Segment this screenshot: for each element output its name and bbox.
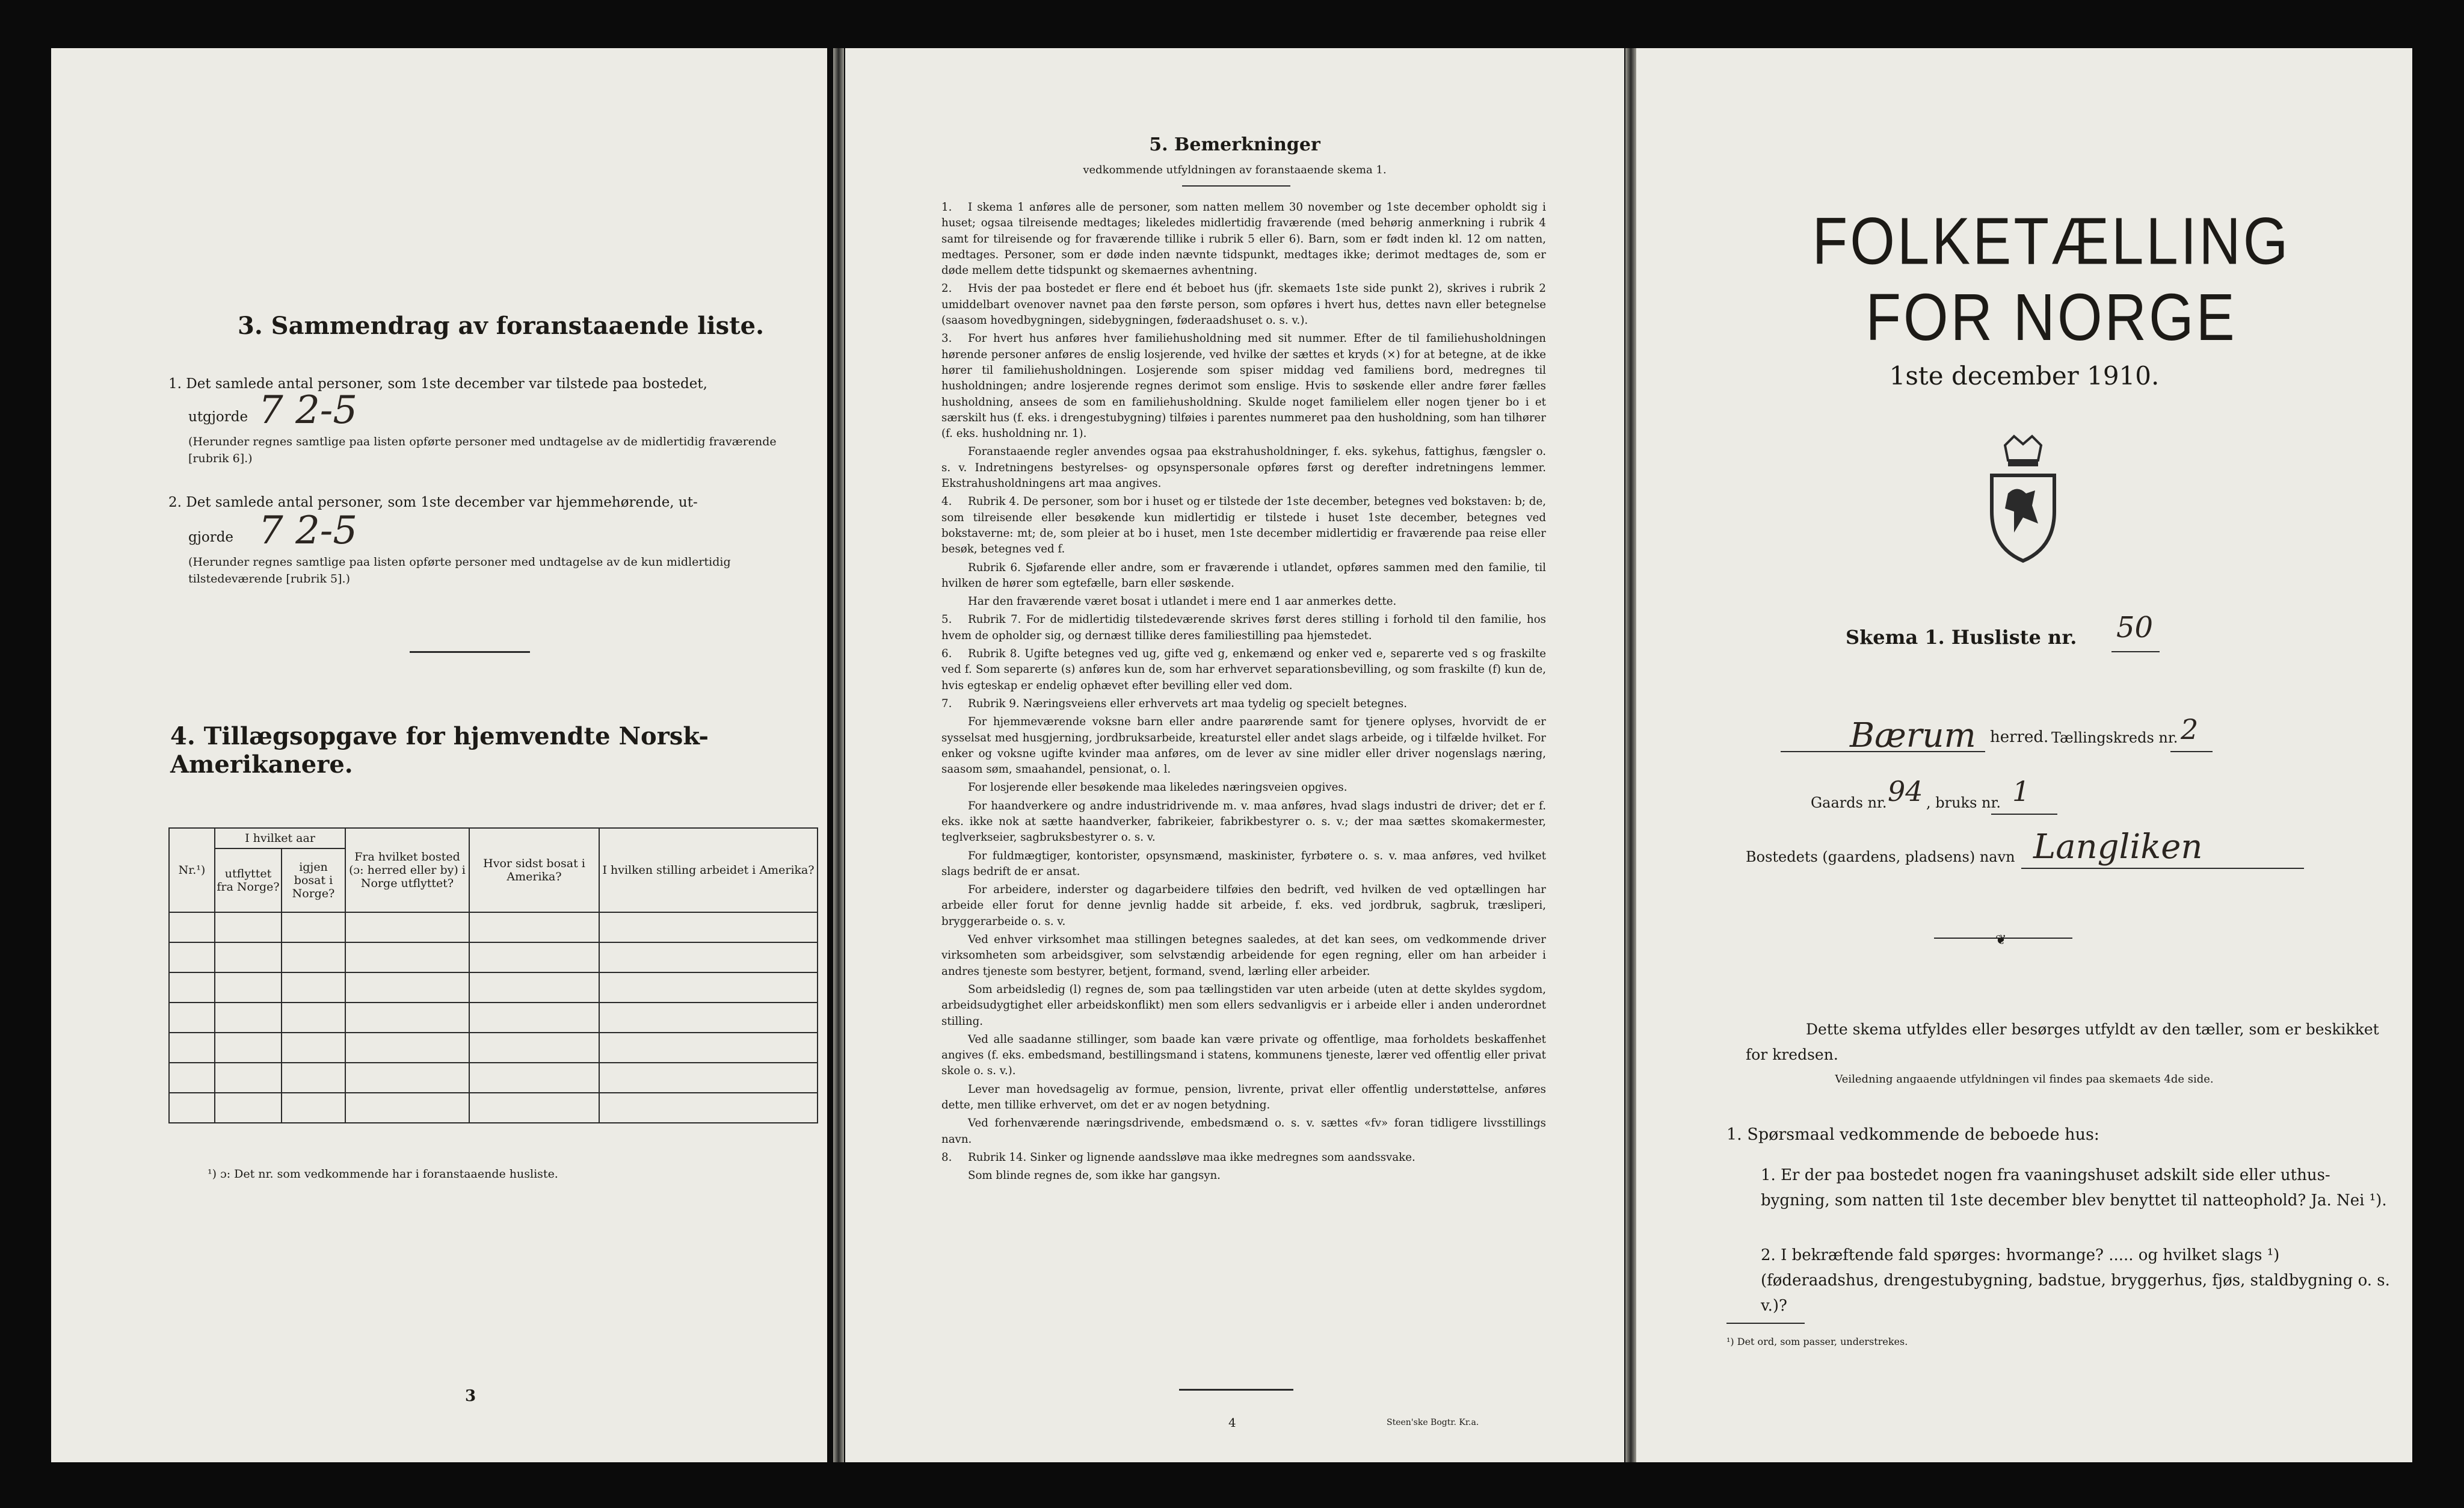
item1-value: 7 2-5 (259, 388, 358, 433)
item1-prefix: utgjorde (188, 409, 248, 425)
table-cell (282, 912, 345, 942)
table-cell (469, 912, 599, 942)
col-sidst: Hvor sidst bosat i Amerika? (469, 828, 599, 912)
table-cell (345, 1063, 469, 1093)
remark-paragraph (941, 612, 1546, 644)
page-3 (51, 48, 827, 1462)
remark-text: Rubrik 4. De personer, som bor i huset og er tilstede der 1ste december, betegnes ved bokstaven: b; de, som tilreisende eller besøkende kun midlertidig er tilstede i huset 1ste december, betegnes ved bokstaverne: mt; de, som pleier at bo i huset, men 1ste december midlertidig er fraværende paa reise eller besøk, betegnes ved f. (941, 495, 1546, 556)
table-row (169, 1093, 818, 1123)
remark-paragraph (941, 281, 1546, 329)
remark-number: 8. (941, 1151, 952, 1164)
printer-mark: Steen'ske Bogtr. Kr.a. (1387, 1418, 1479, 1427)
remark-text: For arbeidere, inderster og dagarbeidere tilføies den bedrift, ved hvilken de ved optællingen har arbeide eller forut for denne jevnlig hadde sit arbeide, f. eks. ved jordbruk, sagbruk, træsliperi, bryggerarbeide o. s. v. (941, 883, 1546, 928)
remarks-title: 5. Bemerkninger (1149, 134, 1320, 155)
table-cell (169, 942, 215, 972)
table-cell (469, 1093, 599, 1123)
section3-title: 3. Sammendrag av foranstaaende liste. (238, 312, 765, 340)
remark-text: For hvert hus anføres hver familiehusholdning med sit nummer. Efter de til familiehusholdningen hørende personer anføres de enslig losjerende, ved hvilke der sættes et kryds (×) for at betegne, at de ikke hører til familiehusholdningen. Losjerende som spiser middag ved familiens bord, medregnes til husholdningen; andre losjerende regnes derimot som enslige. Hvis to søskende eller andre fører fælles husholdning, ansees de som en familiehusholdning. Skulde noget familielem eller nogen tjener bo i et særskilt hus (f. eks. i drengestubygning) tilføies i parentes nummeret paa den husholdning, som han tilhører (f. eks. husholdning nr. 1). (941, 332, 1546, 440)
herred-label: herred. (1990, 728, 2049, 746)
table-cell (345, 912, 469, 942)
remark-paragraph (941, 594, 1546, 610)
item2-text: 2. Det samlede antal personer, som 1ste december var hjemmehørende, ut- (168, 495, 698, 510)
remarks-list (941, 200, 1546, 1187)
remark-paragraph (941, 1150, 1546, 1166)
col-igjen: igjen bosat i Norge? (282, 848, 345, 912)
item1-note: (Herunder regnes samtlige paa listen opførte personer med undtagelse av de midlertidig fraværende [rubrik 6].) (188, 435, 777, 465)
remark-text: For fuldmægtiger, kontorister, opsynsmænd, maskinister, fyrbøtere o. s. v. maa anføres, ved hvilket slags bedrift de er ansat. (941, 849, 1546, 878)
col-bosted: Fra hvilket bosted (ɔ: herred eller by) i Norge utflyttet? (345, 828, 469, 912)
remark-paragraph (941, 200, 1546, 279)
remark-paragraph (941, 1082, 1546, 1114)
remark-paragraph (941, 848, 1546, 880)
remark-paragraph (941, 1116, 1546, 1148)
fill-line (2021, 868, 2304, 869)
table-row (169, 1033, 818, 1063)
remark-paragraph (941, 714, 1546, 777)
remark-paragraph (941, 494, 1546, 557)
remark-paragraph (941, 882, 1546, 930)
remark-text: Ved enhver virksomhet maa stillingen betegnes saaledes, at det kan sees, om vedkommende driver virksomheten som arbeidsgiver, som selvstændig arbeidende for egen regning, eller om han arbeider i andres tjeneste som bestyrer, betjent, formand, svend, lærling eller arbeider. (941, 933, 1546, 978)
table-cell (169, 1033, 215, 1063)
table-cell (282, 1003, 345, 1033)
table-cell (282, 1063, 345, 1093)
table-cell (169, 1093, 215, 1123)
page-fold (1625, 48, 1636, 1462)
remark-paragraph (941, 646, 1546, 694)
remark-text: Som blinde regnes de, som ikke har gangsyn. (968, 1169, 1221, 1182)
section4-title: 4. Tillægsopgave for hjemvendte Norsk-Amerikanere. (170, 722, 709, 779)
census-date: 1ste december 1910. (1889, 361, 2160, 391)
page-fold (833, 48, 844, 1462)
table-cell (169, 1003, 215, 1033)
remark-text: Rubrik 14. Sinker og lignende aandssløve maa ikke medregnes som aandssvake. (968, 1151, 1415, 1164)
table-cell (345, 1003, 469, 1033)
guidance: Veiledning angaaende utfyldningen vil findes paa skemaets 4de side. (1835, 1073, 2214, 1086)
census-title: FOLKETÆLLING FOR NORGE (1812, 204, 2291, 355)
remark-paragraph (941, 982, 1546, 1030)
table-cell (469, 1063, 599, 1093)
remark-paragraph (941, 932, 1546, 980)
table-cell (215, 1093, 282, 1123)
page-1 (1636, 48, 2412, 1462)
fill-line (1991, 814, 2057, 815)
bosted-value: Langliken (2033, 827, 2203, 867)
bruks-label: , bruks nr. (1926, 794, 2001, 811)
norsk-amerikanere-table (168, 827, 818, 1123)
remark-paragraph (941, 780, 1546, 796)
remark-text: For losjerende eller besøkende maa likeledes næringsveien opgives. (968, 781, 1348, 794)
remark-paragraph (941, 1032, 1546, 1080)
table-cell (215, 1003, 282, 1033)
remark-text: Ved forhenværende næringsdrivende, embedsmænd o. s. v. sættes «fv» foran tidligere livsstillings navn. (941, 1117, 1546, 1146)
footnote: ¹) ɔ: Det nr. som vedkommende har i foranstaaende husliste. (208, 1167, 558, 1181)
remark-text: Lever man hovedsagelig av formue, pension, livrente, privat eller offentlig understøttelse, anføres dette, men tillike erhvervet, om det er av nogen betydning. (941, 1083, 1546, 1112)
divider (410, 651, 530, 653)
remark-text: Foranstaaende regler anvendes ogsaa paa ekstrahusholdninger, f. eks. sykehus, fattighus, fængsler o. s. v. Indretningens bestyrelses- og opsynspersonale opføres først og derefter indretningens lemmer. Ekstrahusholdningens art maa angives. (941, 445, 1546, 490)
herred-value: Bærum (1850, 716, 1976, 755)
table-cell (215, 1033, 282, 1063)
remark-text: For hjemmeværende voksne barn eller andre paarørende samt for tjenere oplyses, hvorvidt de er sysselsat med husgjerning, jordbruksarbeide, kreaturstel eller andet slags arbeide, og i tilfælde hvilket. For enker og voksne ugifte kvinder maa anføres, om de lever av sine midler eller driver nogenslags næring, saasom søm, smaahandel, pensionat, o. l. (941, 715, 1546, 776)
remark-number: 7. (941, 697, 952, 710)
kreds-label: Tællingskreds nr. (2051, 729, 2178, 746)
kreds-value: 2 (2181, 713, 2199, 746)
table-cell (469, 1033, 599, 1063)
instruction: Dette skema utfyldes eller besørges utfyldt av den tæller, som er beskikket for kredsen. (1746, 1021, 2379, 1063)
table-cell (282, 972, 345, 1003)
remark-text: Som arbeidsledig (l) regnes de, som paa tællingstiden var uten arbeide (uten at dette skyldes sygdom, arbeidsudygtighet eller arbeidskonflikt) men som ellers sedvanligvis er i arbeide eller i anden underordnet stilling. (941, 983, 1546, 1028)
table-cell (282, 1093, 345, 1123)
remark-text: Har den fraværende været bosat i utlandet i mere end 1 aar anmerkes dette. (968, 595, 1397, 608)
fill-line (2170, 751, 2213, 752)
table-cell (169, 972, 215, 1003)
page-number: 3 (465, 1387, 476, 1405)
table-cell (599, 972, 818, 1003)
remark-paragraph (941, 799, 1546, 846)
footnote: ¹) Det ord, som passer, understrekes. (1726, 1336, 1908, 1347)
table-cell (345, 1033, 469, 1063)
divider (1726, 1323, 1805, 1324)
table-cell (169, 912, 215, 942)
item2-prefix: gjorde (188, 530, 234, 545)
remark-number: 5. (941, 613, 952, 626)
table-cell (215, 972, 282, 1003)
remark-number: 3. (941, 332, 952, 345)
table-cell (469, 942, 599, 972)
table-row (169, 1003, 818, 1033)
question-1: 1. Er der paa bostedet nogen fra vaaningshuset adskilt side eller uthus-bygning, som natten til 1ste december blev benyttet til natteophold? Ja. Nei ¹). (1761, 1166, 2387, 1210)
divider (1179, 1389, 1293, 1391)
table-cell (599, 942, 818, 972)
gaards-label: Gaards nr. (1811, 794, 1887, 811)
table-cell (282, 1033, 345, 1063)
questions-heading: 1. Spørsmaal vedkommende de beboede hus: (1726, 1125, 2099, 1144)
col-stilling: I hvilken stilling arbeidet i Amerika? (599, 828, 818, 912)
ornament-icon: ❦ (1995, 933, 2007, 948)
table-cell (599, 1093, 818, 1123)
item2-value: 7 2-5 (259, 508, 358, 553)
remark-text: Hvis der paa bostedet er flere end ét beboet hus (jfr. skemaets 1ste side punkt 2), skrives i rubrik 2 umiddelbart ovenover navnet paa den første person, som opføres i hvert hus, dettes navn eller betegnelse (saasom hovedbygningen, sidebygningen, føderaadshuset o. s. v.). (941, 282, 1546, 327)
coat-of-arms-icon (1981, 433, 2065, 566)
remarks-subtitle: vedkommende utfyldningen av foranstaaende skema 1. (1083, 164, 1387, 176)
table-cell (169, 1063, 215, 1093)
col-group-aar: I hvilket aar (215, 828, 345, 848)
table-row (169, 942, 818, 972)
remark-paragraph (941, 444, 1546, 492)
remark-text: Rubrik 7. For de midlertidig tilstedeværende skrives først deres stilling i forhold til den familie, hos hvem de opholder sig, og dernæst tillike deres familiestilling paa hjemstedet. (941, 613, 1546, 642)
col-nr: Nr.¹) (169, 828, 215, 912)
remark-paragraph (941, 696, 1546, 712)
remark-number: 6. (941, 647, 952, 661)
table-cell (345, 942, 469, 972)
bosted-label: Bostedets (gaardens, pladsens) navn (1746, 848, 2015, 865)
remark-paragraph (941, 1168, 1546, 1184)
table-cell (345, 1093, 469, 1123)
table-cell (469, 972, 599, 1003)
table-cell (599, 912, 818, 942)
table-cell (215, 942, 282, 972)
table-row (169, 1063, 818, 1093)
item1-text: 1. Det samlede antal personer, som 1ste december var tilstede paa bostedet, (168, 376, 707, 392)
remark-text: I skema 1 anføres alle de personer, som natten mellem 30 november og 1ste december opholdt sig i huset; ogsaa tilreisende medtages; likeledes midlertidig fraværende (med behørig anmerkning i rubrik 4 samt for tilreisende og for fraværende tillike i rubrik 5 eller 6). Barn, som er født inden kl. 12 om natten, medtages. Personer, som er døde inden nævnte tidspunkt, medtages ikke; derimot medtages de, som er døde mellem dette tidspunkt og skemaernes avhentning. (941, 201, 1546, 277)
remark-number: 4. (941, 495, 952, 508)
remark-number: 2. (941, 282, 952, 295)
table-cell (599, 1033, 818, 1063)
table-row (169, 972, 818, 1003)
table-cell (599, 1063, 818, 1093)
table-row (169, 912, 818, 942)
divider (1182, 185, 1290, 187)
remark-number: 1. (941, 201, 952, 214)
page-number: 4 (1228, 1415, 1236, 1430)
table-cell (215, 1063, 282, 1093)
item2-note: (Herunder regnes samtlige paa listen opførte personer med undtagelse av de kun midlertidig tilstedeværende [rubrik 5].) (188, 555, 731, 586)
table-cell (599, 1003, 818, 1033)
table-cell (469, 1003, 599, 1033)
skema-label: Skema 1. Husliste nr. (1846, 626, 2077, 649)
col-utflyttet: utflyttet fra Norge? (215, 848, 282, 912)
bruks-value: 1 (2012, 775, 2030, 808)
question-2: 2. I bekræftende fald spørges: hvormange? ..... og hvilket slags ¹) (føderaadshus, drengestubygning, badstue, bryggerhus, fjøs, staldbygning o. s. v.)? (1761, 1246, 2390, 1315)
table-cell (282, 942, 345, 972)
table-cell (345, 972, 469, 1003)
remark-text: Rubrik 6. Sjøfarende eller andre, som er fraværende i utlandet, opføres sammen med den familie, til hvilken de hører som egtefælle, barn eller søskende. (941, 561, 1546, 590)
remark-paragraph (941, 331, 1546, 442)
remark-paragraph (941, 560, 1546, 592)
gaards-value: 94 (1888, 775, 1923, 808)
husliste-nr: 50 (2116, 611, 2154, 644)
remark-text: For haandverkere og andre industridrivende m. v. maa anføres, hvad slags industri de driver; det er f. eks. ikke nok at sætte haandverker, fabrikeier, fabrikbestyrer o. s. v.; der maa sættes skomakermester, teglverkseier, sagbruksbestyrer o. s. v. (941, 799, 1546, 844)
remark-text: Rubrik 9. Næringsveiens eller erhvervets art maa tydelig og specielt betegnes. (968, 697, 1408, 710)
remark-text: Ved alle saadanne stillinger, som baade kan være private og offentlige, maa forholdets beskaffenhet angives (f. eks. embedsmand, bestillingsmand i statens, kommunens tjeneste, lærer ved offentlig eller privat skole o. s. v.). (941, 1033, 1546, 1078)
fill-line (2111, 651, 2160, 652)
table-body (169, 912, 818, 1123)
remark-text: Rubrik 8. Ugifte betegnes ved ug, gifte ved g, enkemænd og enker ved e, separerte ved s og fraskilte ved f. Som separerte (s) anføres kun de, som har erhvervet separationsbevilling, og som fraskilte (f) kun de, hvis egteskap er endelig ophævet efter bevilling eller ved dom. (941, 647, 1546, 692)
page-4 (845, 48, 1624, 1462)
table-cell (215, 912, 282, 942)
